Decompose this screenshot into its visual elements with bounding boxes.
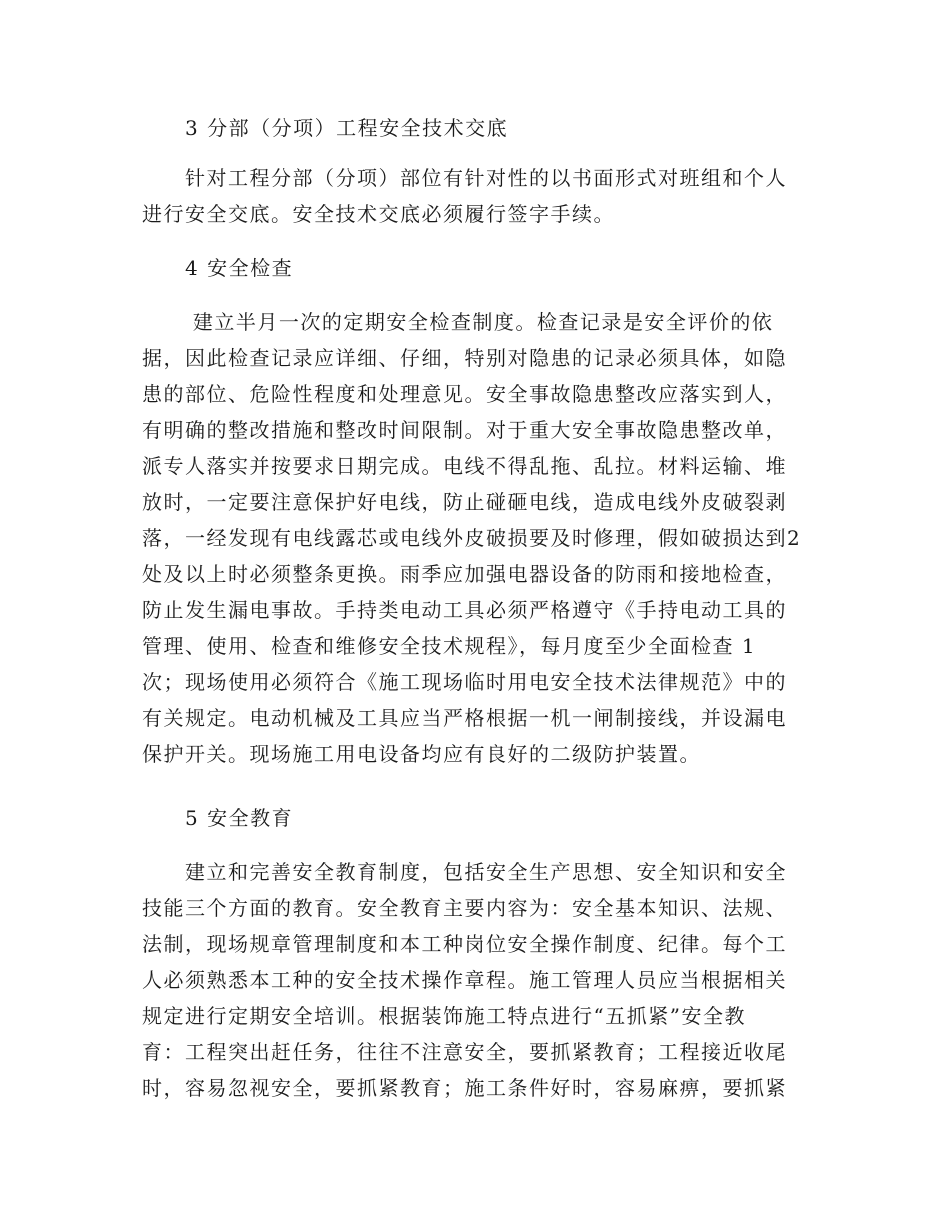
text-line: 建立和完善安全教育制度，包括安全生产思想、安全知识和安全 bbox=[142, 860, 787, 884]
section-3-paragraph bbox=[142, 160, 802, 232]
text-line: 管理、使用、检查和维修安全技术规程》，每月度至少全面检查 1 bbox=[142, 634, 757, 658]
text-line: 防止发生漏电事故。手持类电动工具必须严格遵守《手持电动工具的 bbox=[142, 598, 787, 622]
text-line: 派专人落实并按要求日期完成。电线不得乱拖、乱拉。材料运输、堆 bbox=[142, 454, 787, 478]
text-line: 次；现场使用必须符合《施工现场临时用电安全技术法律规范》中的 bbox=[142, 670, 787, 694]
text-line: 有明确的整改措施和整改时间限制。对于重大安全事故隐患整改单， bbox=[142, 418, 787, 442]
section-3-heading: 3 分部（分项）工程安全技术交底 bbox=[185, 116, 509, 140]
section-4-paragraph bbox=[142, 304, 802, 772]
text-line: 患的部位、危险性程度和处理意见。安全事故隐患整改应落实到人， bbox=[142, 382, 787, 406]
text-line: 建立半月一次的定期安全检查制度。检查记录是安全评价的依 bbox=[142, 310, 774, 334]
text-line: 放时，一定要注意保护好电线，防止碰砸电线，造成电线外皮破裂剥 bbox=[142, 490, 787, 514]
text-line: 针对工程分部（分项）部位有针对性的以书面形式对班组和个人 bbox=[142, 166, 787, 190]
text-line: 落，一经发现有电线露芯或电线外皮破损要及时修理，假如破损达到2 bbox=[142, 526, 802, 550]
text-line: 规定进行定期安全培训。根据装饰施工特点进行“五抓紧”安全教 bbox=[142, 1004, 746, 1028]
section-5-heading: 5 安全教育 bbox=[185, 806, 294, 830]
text-line: 法制，现场规章管理制度和本工种岗位安全操作制度、纪律。每个工 bbox=[142, 932, 787, 956]
section-4-heading: 4 安全检查 bbox=[185, 256, 294, 280]
text-line: 技能三个方面的教育。安全教育主要内容为：安全基本知识、法规、 bbox=[142, 896, 787, 920]
text-line: 育：工程突出赶任务，往往不注意安全，要抓紧教育；工程接近收尾 bbox=[142, 1040, 787, 1064]
text-line: 人必须熟悉本工种的安全技术操作章程。施工管理人员应当根据相关 bbox=[142, 968, 787, 992]
text-line: 保护开关。现场施工用电设备均应有良好的二级防护装置。 bbox=[142, 742, 701, 766]
text-line: 时，容易忽视安全，要抓紧教育；施工条件好时，容易麻痹，要抓紧 bbox=[142, 1076, 787, 1100]
text-line: 有关规定。电动机械及工具应当严格根据一机一闸制接线，并设漏电 bbox=[142, 706, 787, 730]
section-5-paragraph bbox=[142, 854, 802, 1106]
text-line: 据，因此检查记录应详细、仔细，特别对隐患的记录必须具体，如隐 bbox=[142, 346, 787, 370]
text-line: 处及以上时必须整条更换。雨季应加强电器设备的防雨和接地检查， bbox=[142, 562, 787, 586]
text-line: 进行安全交底。安全技术交底必须履行签字手续。 bbox=[142, 202, 615, 226]
